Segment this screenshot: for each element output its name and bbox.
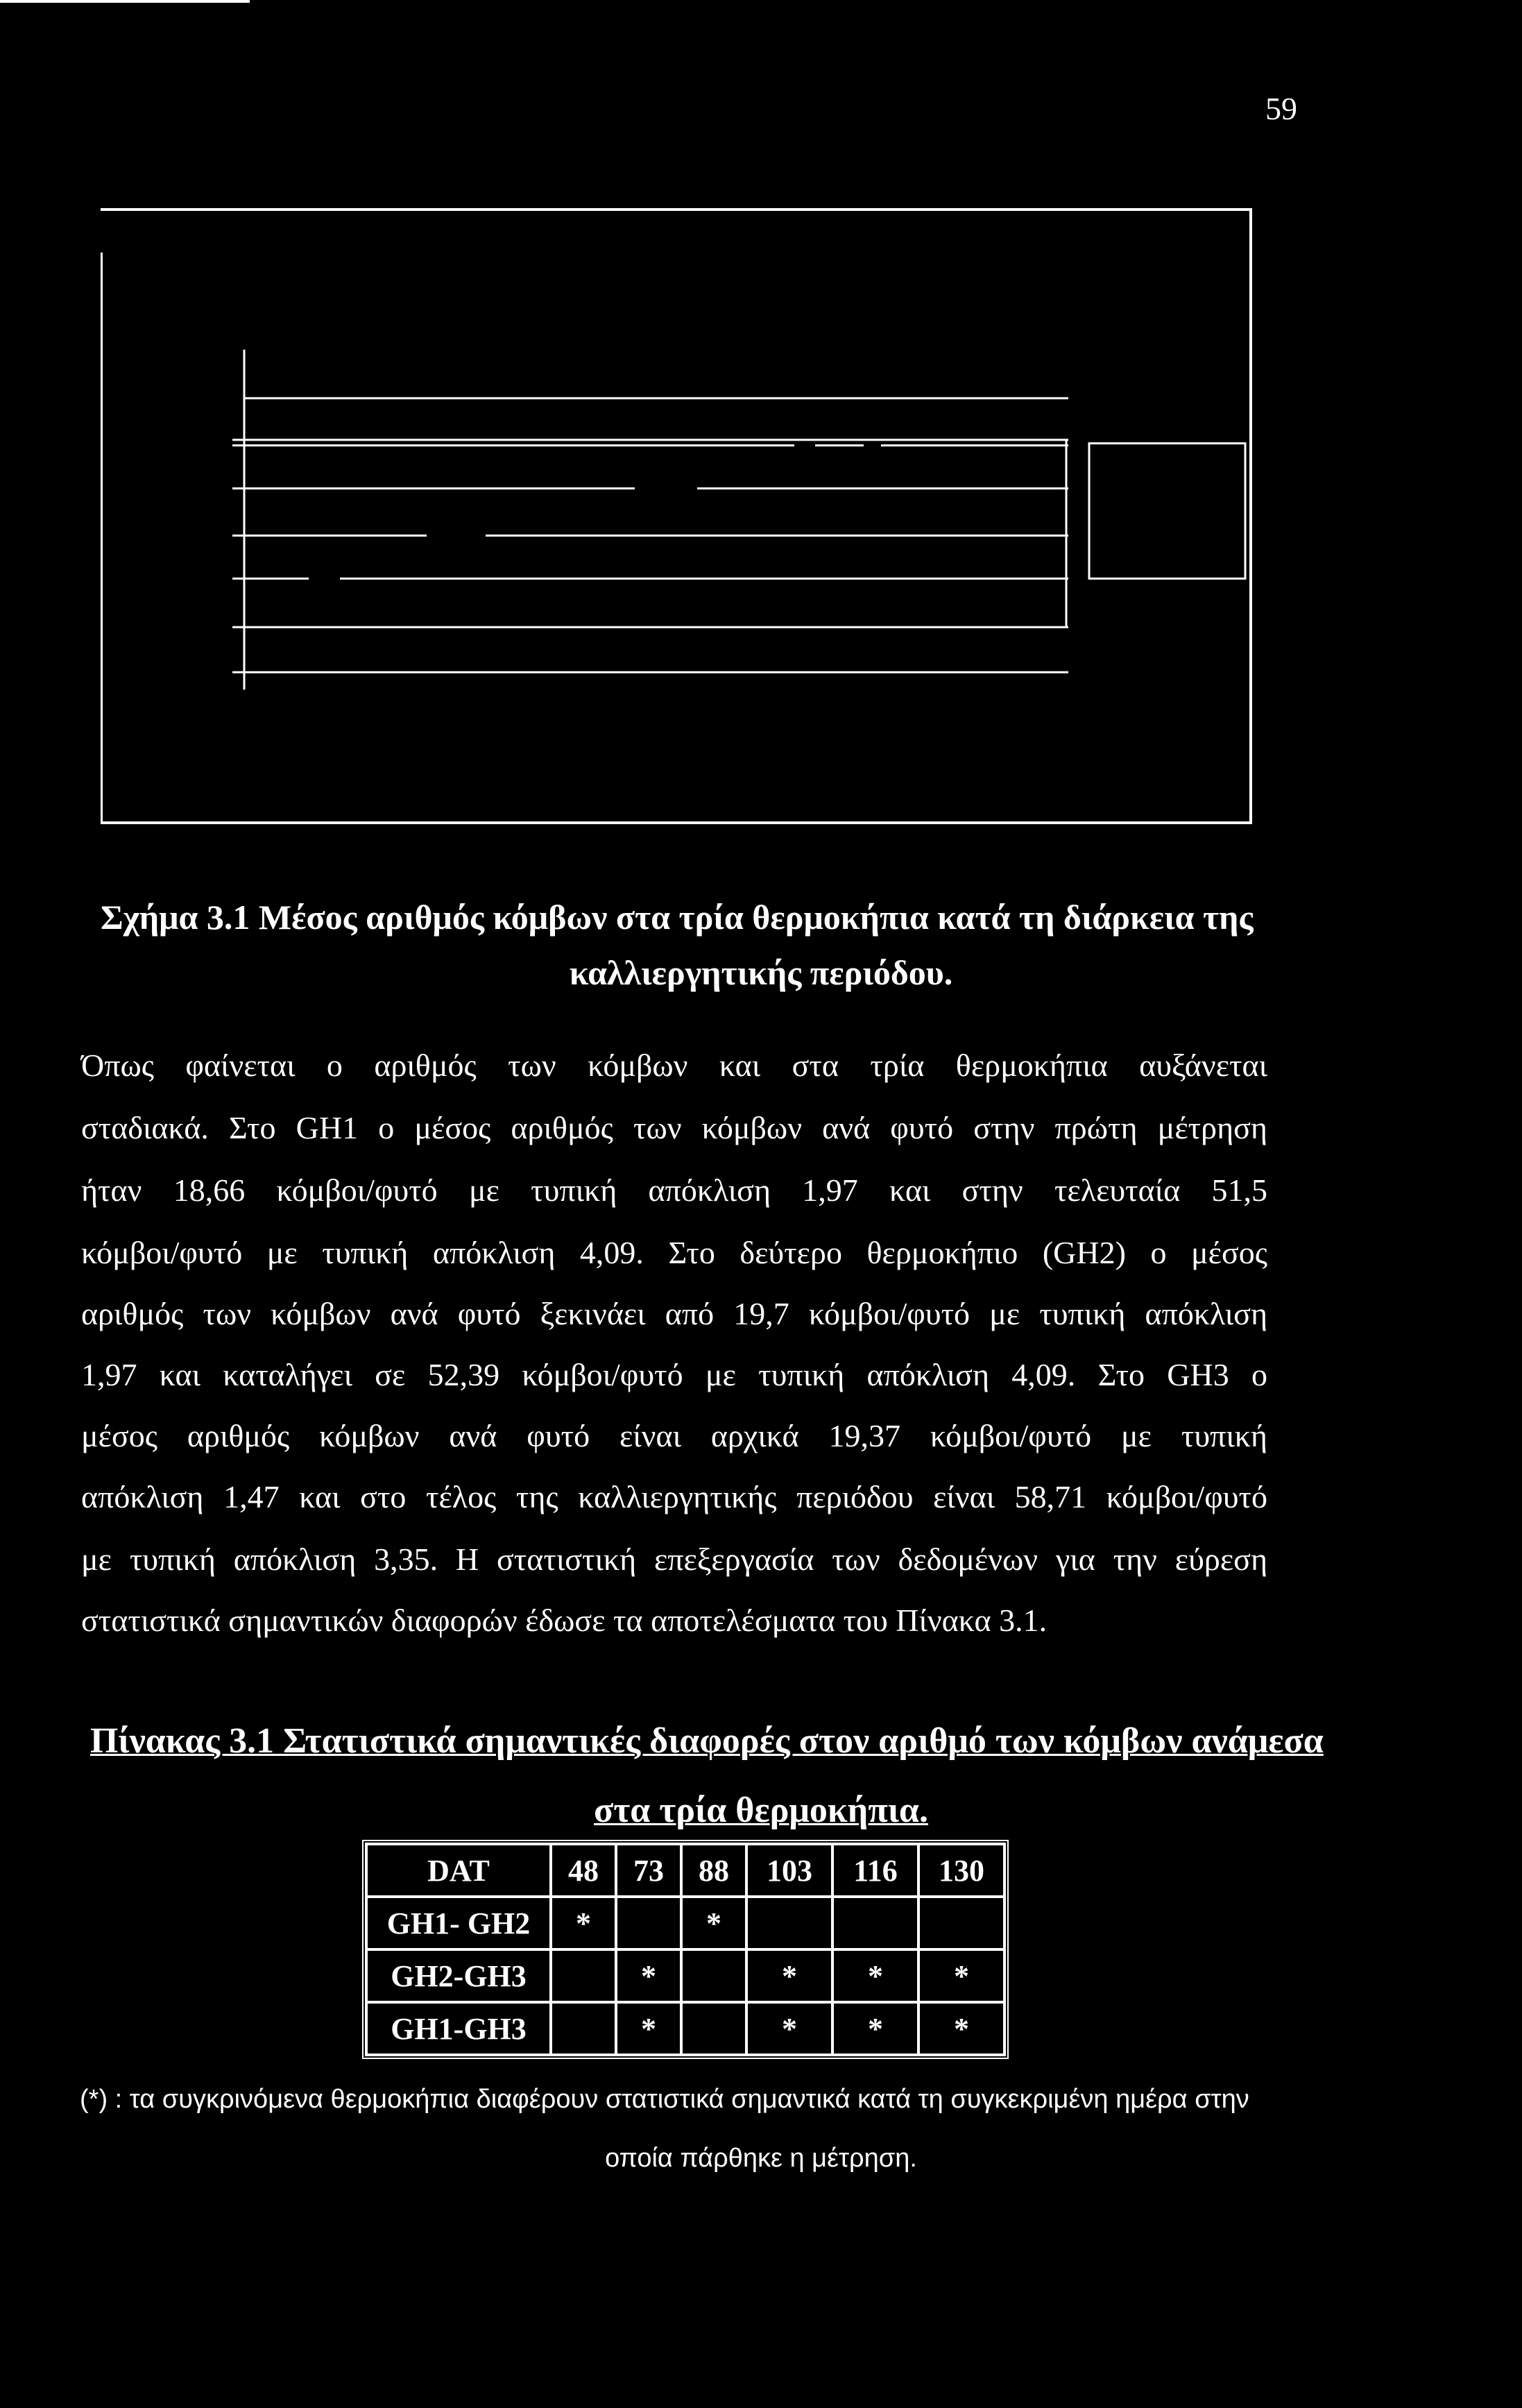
table-cell: * bbox=[681, 1897, 746, 1949]
table-cell: * bbox=[918, 2002, 1004, 2055]
table-cell bbox=[681, 1949, 746, 2002]
table-cell: * bbox=[616, 2002, 681, 2055]
table-cell: * bbox=[616, 1949, 681, 2002]
table-header-cell: 73 bbox=[616, 1844, 681, 1897]
table-header-cell: DAT bbox=[366, 1844, 551, 1897]
table-footnote: (*) : τα συγκρινόμενα θερμοκήπια διαφέρουν στατιστικά σημαντικά κατά τη συγκεκριμένη ημέρα στην bbox=[80, 2085, 1249, 2114]
table-cell: * bbox=[746, 1949, 832, 2002]
table-cell: * bbox=[551, 1897, 616, 1949]
table-cell: * bbox=[746, 2002, 832, 2055]
table-cell bbox=[551, 2002, 616, 2055]
table-title: Πίνακας 3.1 Στατιστικά σημαντικές διαφορές στον αριθμό των κόμβων ανάμεσα bbox=[90, 1721, 1324, 1761]
body-line: αριθμός των κόμβων ανά φυτό ξεκινάει από 19,7 κόμβοι/φυτό με τυπική απόκλιση bbox=[81, 1296, 1267, 1331]
figure-caption-continued: καλλιεργητικής περιόδου. bbox=[569, 953, 953, 992]
body-line: 1,97 και καταλήγει σε 52,39 κόμβοι/φυτό με τυπική απόκλιση 4,09. Στο GH3 ο bbox=[81, 1357, 1267, 1392]
significance-table bbox=[362, 1840, 1009, 2059]
figure-graphic bbox=[101, 211, 1252, 827]
table-row bbox=[366, 2002, 1004, 2055]
body-line: ήταν 18,66 κόμβοι/φυτό με τυπική απόκλιση 1,97 και στην τελευταία 51,5 bbox=[81, 1172, 1267, 1208]
body-line: Όπως φαίνεται ο αριθμός των κόμβων και στα τρία θερμοκήπια αυξάνεται bbox=[81, 1048, 1267, 1083]
table-footnote-continued: οποία πάρθηκε η μέτρηση. bbox=[605, 2144, 917, 2173]
scan-edge-mark bbox=[0, 0, 250, 3]
table-row-label: GH1- GH2 bbox=[366, 1897, 551, 1949]
body-line: κόμβοι/φυτό με τυπική απόκλιση 4,09. Στο δεύτερο θερμοκήπιο (GH2) ο μέσος bbox=[81, 1235, 1267, 1270]
table-row-label: GH2-GH3 bbox=[366, 1949, 551, 2002]
table-header-cell: 116 bbox=[832, 1844, 918, 1897]
figure-caption: Σχήμα 3.1 Μέσος αριθμός κόμβων στα τρία θερμοκήπια κατά τη διάρκεια της bbox=[101, 898, 1254, 937]
table-header-cell: 103 bbox=[746, 1844, 832, 1897]
table-cell bbox=[616, 1897, 681, 1949]
body-line: με τυπική απόκλιση 3,35. Η στατιστική επεξεργασία των δεδομένων για την εύρεση bbox=[81, 1542, 1267, 1577]
body-line: απόκλιση 1,47 και στο τέλος της καλλιεργητικής περιόδου είναι 58,71 κόμβοι/φυτό bbox=[81, 1479, 1267, 1514]
table-header-cell: 88 bbox=[681, 1844, 746, 1897]
table-cell bbox=[681, 2002, 746, 2055]
page-number: 59 bbox=[1265, 91, 1297, 126]
body-line: στατιστικά σημαντικών διαφορών έδωσε τα αποτελέσματα του Πίνακα 3.1. bbox=[81, 1603, 1048, 1638]
table-cell: * bbox=[918, 1949, 1004, 2002]
table-cell bbox=[918, 1897, 1004, 1949]
table-cell bbox=[746, 1897, 832, 1949]
table-header-cell: 48 bbox=[551, 1844, 616, 1897]
body-line: μέσος αριθμός κόμβων ανά φυτό είναι αρχικά 19,37 κόμβοι/φυτό με τυπική bbox=[81, 1418, 1267, 1453]
table-title-continued: στα τρία θερμοκήπια. bbox=[594, 1791, 928, 1830]
figure-legend-box bbox=[1089, 443, 1245, 579]
table-cell: * bbox=[832, 1949, 918, 2002]
table-header-row bbox=[366, 1844, 1004, 1897]
body-line: σταδιακά. Στο GH1 ο μέσος αριθμός των κόμβων ανά φυτό στην πρώτη μέτρηση bbox=[81, 1110, 1267, 1145]
figure-frame bbox=[101, 208, 1252, 824]
table-header-cell: 130 bbox=[918, 1844, 1004, 1897]
table-cell bbox=[832, 1897, 918, 1949]
table-row bbox=[366, 1897, 1004, 1949]
table-row bbox=[366, 1949, 1004, 2002]
table-cell: * bbox=[832, 2002, 918, 2055]
table-cell bbox=[551, 1949, 616, 2002]
table-row-label: GH1-GH3 bbox=[366, 2002, 551, 2055]
